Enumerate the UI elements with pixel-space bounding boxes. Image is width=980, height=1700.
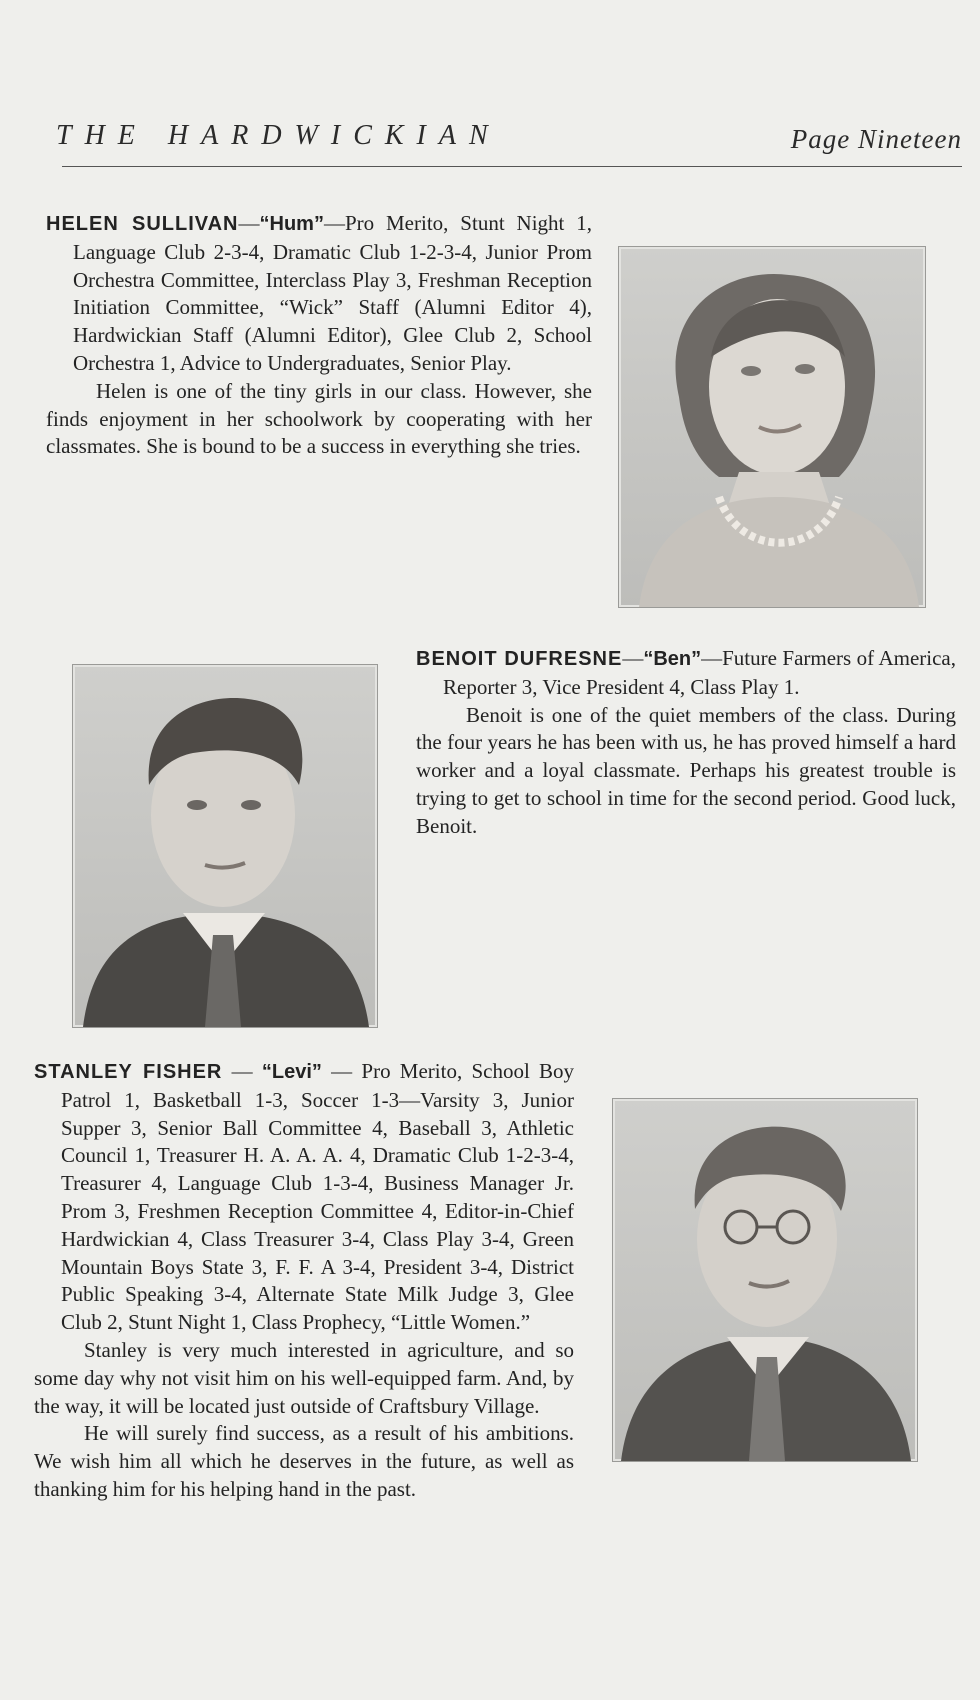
- separator: —: [622, 646, 644, 670]
- separator: —: [222, 1059, 262, 1083]
- portrait-boy-with-glasses-illustration: [613, 1099, 917, 1461]
- senior-entry-benoit-dufresne: [416, 645, 956, 841]
- senior-entry-helen-sullivan: [46, 210, 592, 461]
- portrait-photo-helen-sullivan: [618, 246, 926, 608]
- separator: —: [701, 646, 723, 670]
- senior-nickname: “Hum”: [259, 213, 324, 235]
- senior-nickname: “Ben”: [643, 648, 702, 670]
- portrait-photo-benoit-dufresne: [72, 664, 378, 1028]
- header-rule: [62, 166, 962, 167]
- senior-name: BENOIT DUFRESNE: [416, 648, 623, 670]
- activities-list: Pro Merito, Stunt Night 1, Language Club 2-3-4, Dramatic Club 1-2-3-4, Junior Prom Orchestra Committee, Interclass Play 3, Freshman Reception Initiation Committee, “Wick” Staff (Alumni Editor 4), Hardwickian Staff (Alumni Editor), Glee Club 2, School Orchestra 1, Advice to Undergraduates, Senior Play.: [73, 211, 593, 375]
- senior-entry-stanley-fisher: [34, 1058, 574, 1504]
- activities-list: Pro Merito, School Boy Patrol 1, Basketball 1-3, Soccer 1-3—Varsity 3, Junior Supper 3, Senior Ball Committee 4, Baseball 3, Athletic Council 1, Treasurer H. A. A. A. 4, Dramatic Club 1-2-3-4, Treasurer 4, Language Club 1-3-4, Business Manager Jr. Prom 3, Freshmen Reception Committee 4, Editor-in-Chief Hardwickian 4, Class Treasurer 3-4, Class Play 3-4, Green Mountain Boys State 3, F. F. A 3-4, President 3-4, District Public Speaking 3-4, Alternate State Milk Judge 3, Glee Club 2, Stunt Night 1, Class Prophecy, “Little Women.”: [61, 1059, 575, 1335]
- activities-paragraph: [46, 210, 592, 378]
- running-header-title: THE HARDWICKIAN: [56, 120, 501, 151]
- senior-name: STANLEY FISHER: [34, 1061, 223, 1083]
- bio-paragraph: Helen is one of the tiny girls in our class. However, she finds enjoyment in her schoolwork by cooperating with her classmates. She is bound to be a success in everything she tries.: [46, 378, 592, 459]
- bio-paragraph: Benoit is one of the quiet members of the class. During the four years he has been with us, he has proved himself a hard worker and a loyal classmate. Perhaps his greatest trouble is trying to get to school in time for the second period. Good luck, Benoit.: [416, 702, 956, 838]
- separator: —: [321, 1059, 362, 1083]
- activities-paragraph: [34, 1058, 574, 1337]
- portrait-photo-stanley-fisher: [612, 1098, 918, 1462]
- bio-paragraph: He will surely find success, as a result of his ambitions. We wish him all which he deserves in the future, as well as thanking him for his helping hand in the past.: [34, 1421, 574, 1501]
- separator: —: [238, 211, 260, 235]
- page-number: Page Nineteen: [790, 124, 962, 154]
- senior-nickname: “Levi”: [261, 1061, 322, 1083]
- bio-paragraph: Stanley is very much interested in agriculture, and so some day why not visit him on his well-equipped farm. And, by the way, it will be located just outside of Craftsbury Village.: [34, 1337, 574, 1418]
- senior-name: HELEN SULLIVAN: [46, 213, 239, 235]
- activities-paragraph: [416, 645, 956, 702]
- separator: —: [323, 211, 345, 235]
- portrait-boy-illustration: [73, 665, 377, 1027]
- activities-list: Future Farmers of America, Reporter 3, Vice President 4, Class Play 1.: [443, 646, 956, 699]
- portrait-girl-illustration: [619, 247, 925, 607]
